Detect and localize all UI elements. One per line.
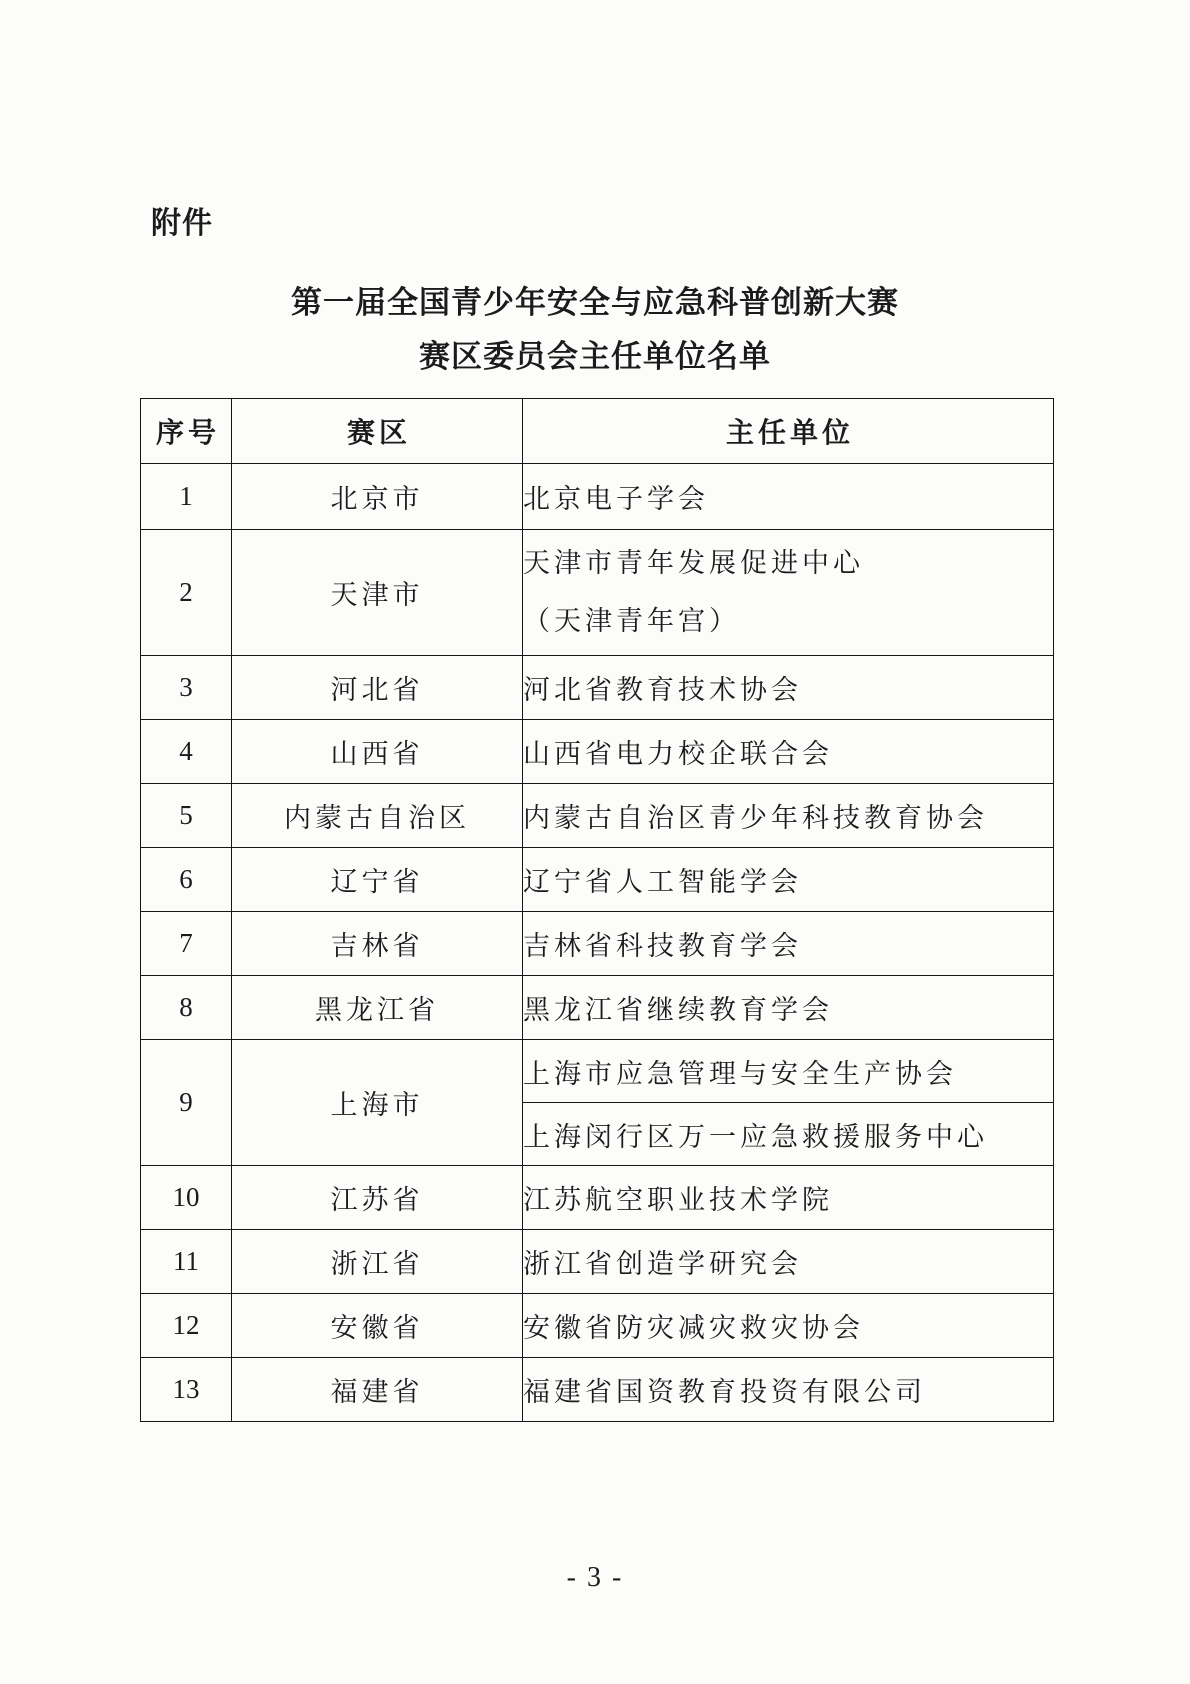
unit-name: 北京电子学会 xyxy=(523,464,1054,530)
region-name: 上海市 xyxy=(232,1040,523,1166)
table-row xyxy=(141,530,1054,656)
row-number: 9 xyxy=(141,1040,232,1166)
unit-name: 天津市青年发展促进中心 （天津青年宫） xyxy=(523,530,1054,656)
unit-name: 河北省教育技术协会 xyxy=(523,656,1054,720)
header-row xyxy=(141,399,1054,464)
region-name: 辽宁省 xyxy=(232,848,523,912)
table-row xyxy=(141,464,1054,530)
region-name: 北京市 xyxy=(232,464,523,530)
unit-name: 安徽省防灾减灾救灾协会 xyxy=(523,1294,1054,1358)
table-row xyxy=(141,656,1054,720)
unit-name: 山西省电力校企联合会 xyxy=(523,720,1054,784)
table-row xyxy=(141,1358,1054,1422)
region-name: 江苏省 xyxy=(232,1166,523,1230)
row-number: 2 xyxy=(141,530,232,656)
row-number: 4 xyxy=(141,720,232,784)
region-name: 河北省 xyxy=(232,656,523,720)
region-name: 内蒙古自治区 xyxy=(232,784,523,848)
unit-name: 江苏航空职业技术学院 xyxy=(523,1166,1054,1230)
header-unit: 主任单位 xyxy=(523,399,1054,464)
row-number: 12 xyxy=(141,1294,232,1358)
row-number: 5 xyxy=(141,784,232,848)
unit-name: 内蒙古自治区青少年科技教育协会 xyxy=(523,784,1054,848)
unit-name: 辽宁省人工智能学会 xyxy=(523,848,1054,912)
unit-name: 黑龙江省继续教育学会 xyxy=(523,976,1054,1040)
table-row xyxy=(141,1166,1054,1230)
row-number: 10 xyxy=(141,1166,232,1230)
roster-table xyxy=(140,398,1054,1422)
row-number: 6 xyxy=(141,848,232,912)
unit-name: 浙江省创造学研究会 xyxy=(523,1230,1054,1294)
table-row xyxy=(141,976,1054,1040)
table-row xyxy=(141,784,1054,848)
unit-name: 上海闵行区万一应急救援服务中心 xyxy=(523,1103,1054,1166)
region-name: 山西省 xyxy=(232,720,523,784)
table-row xyxy=(141,1294,1054,1358)
region-name: 黑龙江省 xyxy=(232,976,523,1040)
table-row xyxy=(141,912,1054,976)
unit-name: 上海市应急管理与安全生产协会 xyxy=(523,1040,1054,1103)
unit-name: 福建省国资教育投资有限公司 xyxy=(523,1358,1054,1422)
row-number: 7 xyxy=(141,912,232,976)
region-name: 吉林省 xyxy=(232,912,523,976)
region-name: 天津市 xyxy=(232,530,523,656)
row-number: 3 xyxy=(141,656,232,720)
table-row xyxy=(141,1230,1054,1294)
row-number: 1 xyxy=(141,464,232,530)
document-title-line-2: 赛区委员会主任单位名单 xyxy=(419,339,771,375)
page-number: - 3 - xyxy=(566,1562,624,1593)
region-name: 福建省 xyxy=(232,1358,523,1422)
row-number: 8 xyxy=(141,976,232,1040)
region-name: 安徽省 xyxy=(232,1294,523,1358)
unit-name: 吉林省科技教育学会 xyxy=(523,912,1054,976)
region-name: 浙江省 xyxy=(232,1230,523,1294)
row-number: 13 xyxy=(141,1358,232,1422)
row-number: 11 xyxy=(141,1230,232,1294)
header-number: 序号 xyxy=(141,399,232,464)
attachment-label: 附件 xyxy=(151,206,213,241)
header-region: 赛区 xyxy=(232,399,523,464)
table-row xyxy=(141,848,1054,912)
document-title-line-1: 第一届全国青少年安全与应急科普创新大赛 xyxy=(291,285,899,321)
table-row xyxy=(141,720,1054,784)
table-row xyxy=(141,1040,1054,1103)
